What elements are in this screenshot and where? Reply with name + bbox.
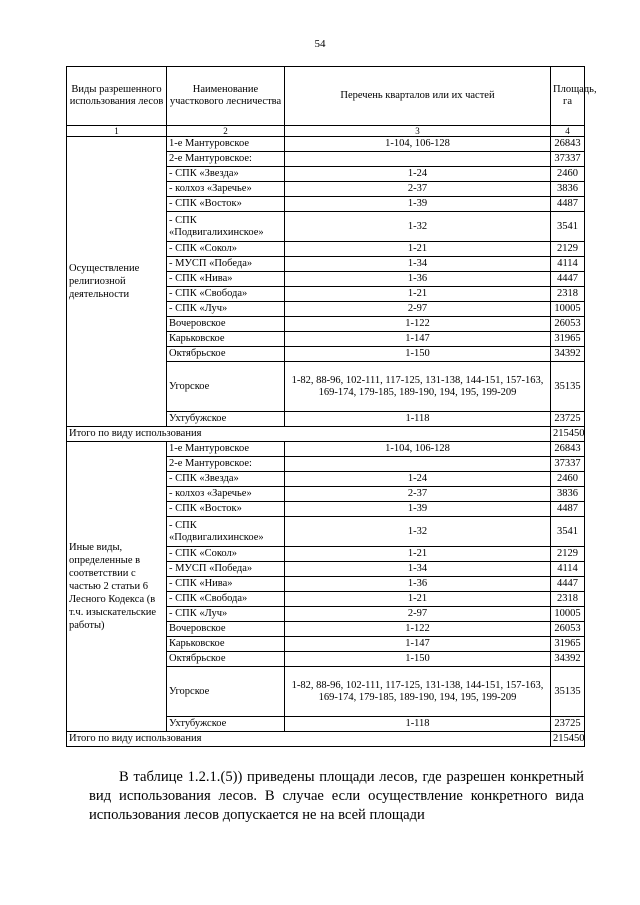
- forestry-cell: Угорское: [167, 362, 285, 412]
- quarters-cell: 1-122: [285, 317, 551, 332]
- forestry-cell: - СПК «Восток»: [167, 197, 285, 212]
- forestry-cell: Карьковское: [167, 332, 285, 347]
- forestry-cell: - СПК «Свобода»: [167, 287, 285, 302]
- table-body: [67, 137, 585, 747]
- forestry-cell: - СПК «Свобода»: [167, 592, 285, 607]
- total-label: Итого по виду использования: [67, 732, 551, 747]
- forestry-cell: - СПК «Нива»: [167, 272, 285, 287]
- quarters-cell: [285, 152, 551, 167]
- area-cell: 3541: [551, 212, 585, 242]
- quarters-cell: 1-147: [285, 332, 551, 347]
- table-row: [67, 137, 585, 152]
- quarters-cell: 1-21: [285, 592, 551, 607]
- area-cell: 26843: [551, 137, 585, 152]
- quarters-cell: 1-21: [285, 242, 551, 257]
- quarters-cell: 1-150: [285, 347, 551, 362]
- forestry-cell: - колхоз «Заречье»: [167, 487, 285, 502]
- quarters-cell: 1-150: [285, 652, 551, 667]
- area-cell: 4447: [551, 577, 585, 592]
- forestry-cell: Ухтубужское: [167, 412, 285, 427]
- header-quarters: Перечень кварталов или их частей: [285, 67, 551, 126]
- quarters-cell: 2-97: [285, 302, 551, 317]
- quarters-cell: 1-21: [285, 547, 551, 562]
- quarters-cell: 1-82, 88-96, 102-111, 117-125, 131-138, 144-151, 157-163, 169-174, 179-185, 189-190, 194, 195, 199-209: [285, 667, 551, 717]
- quarters-cell: 1-118: [285, 412, 551, 427]
- total-value: 215450: [551, 427, 585, 442]
- forestry-cell: Ухтубужское: [167, 717, 285, 732]
- area-cell: 26053: [551, 622, 585, 637]
- quarters-cell: 1-104, 106-128: [285, 442, 551, 457]
- area-cell: 3836: [551, 182, 585, 197]
- forestry-cell: 1-е Мантуровское: [167, 442, 285, 457]
- forestry-cell: - МУСП «Победа»: [167, 562, 285, 577]
- use-type-cell: Осуществление религиозной деятельности: [67, 137, 167, 427]
- header-forestry: Наименование участкового лесничества: [167, 67, 285, 126]
- quarters-cell: 1-147: [285, 637, 551, 652]
- area-cell: 37337: [551, 457, 585, 472]
- forestry-cell: Октябрьское: [167, 347, 285, 362]
- area-cell: 23725: [551, 412, 585, 427]
- forestry-cell: - СПК «Подвигалихинское»: [167, 517, 285, 547]
- area-cell: 3836: [551, 487, 585, 502]
- quarters-cell: 1-82, 88-96, 102-111, 117-125, 131-138, 144-151, 157-163, 169-174, 179-185, 189-190, 194, 195, 199-209: [285, 362, 551, 412]
- forestry-cell: - СПК «Подвигалихинское»: [167, 212, 285, 242]
- column-number: 4: [551, 126, 585, 137]
- quarters-cell: 1-24: [285, 167, 551, 182]
- area-cell: 2129: [551, 547, 585, 562]
- forestry-cell: 2-е Мантуровское:: [167, 457, 285, 472]
- forestry-cell: Вочеровское: [167, 622, 285, 637]
- page-number: 54: [314, 38, 326, 50]
- forestry-cell: - СПК «Луч»: [167, 607, 285, 622]
- table-row: [67, 442, 585, 457]
- area-cell: 2460: [551, 472, 585, 487]
- use-type-cell: Иные виды, определенные в соответствии с частью 2 статьи 6 Лесного Кодекса (в т.ч. изыскательские работы): [67, 442, 167, 732]
- quarters-cell: 1-36: [285, 272, 551, 287]
- forestry-cell: 1-е Мантуровское: [167, 137, 285, 152]
- quarters-cell: 1-39: [285, 502, 551, 517]
- area-cell: 35135: [551, 667, 585, 717]
- column-number: 2: [167, 126, 285, 137]
- quarters-cell: 1-104, 106-128: [285, 137, 551, 152]
- area-cell: 4487: [551, 502, 585, 517]
- quarters-cell: 1-24: [285, 472, 551, 487]
- area-cell: 4487: [551, 197, 585, 212]
- forestry-cell: - колхоз «Заречье»: [167, 182, 285, 197]
- quarters-cell: 1-32: [285, 212, 551, 242]
- area-cell: 26053: [551, 317, 585, 332]
- area-cell: 10005: [551, 302, 585, 317]
- total-value: 215450: [551, 732, 585, 747]
- forestry-cell: - СПК «Сокол»: [167, 547, 285, 562]
- quarters-cell: 1-39: [285, 197, 551, 212]
- quarters-cell: 1-34: [285, 562, 551, 577]
- area-cell: 2129: [551, 242, 585, 257]
- area-cell: 2318: [551, 287, 585, 302]
- area-cell: 23725: [551, 717, 585, 732]
- body-paragraph: [89, 768, 584, 825]
- total-label: Итого по виду использования: [67, 427, 551, 442]
- area-cell: 37337: [551, 152, 585, 167]
- area-cell: 34392: [551, 347, 585, 362]
- quarters-cell: 1-118: [285, 717, 551, 732]
- area-cell: 4447: [551, 272, 585, 287]
- quarters-cell: 2-97: [285, 607, 551, 622]
- forestry-cell: - СПК «Восток»: [167, 502, 285, 517]
- forestry-cell: Карьковское: [167, 637, 285, 652]
- total-row: [67, 427, 585, 442]
- header-area: Площадь, га: [551, 67, 585, 126]
- table-header-row: [67, 67, 585, 126]
- forestry-cell: Октябрьское: [167, 652, 285, 667]
- forestry-cell: - СПК «Луч»: [167, 302, 285, 317]
- quarters-cell: 1-32: [285, 517, 551, 547]
- area-cell: 26843: [551, 442, 585, 457]
- forestry-cell: - МУСП «Победа»: [167, 257, 285, 272]
- forestry-cell: Угорское: [167, 667, 285, 717]
- forestry-cell: - СПК «Звезда»: [167, 167, 285, 182]
- forestry-cell: 2-е Мантуровское:: [167, 152, 285, 167]
- quarters-cell: 2-37: [285, 487, 551, 502]
- paragraph-text: В таблице 1.2.1.(5)) приведены площади лесов, где разрешен конкретный вид использования лесов. В случае если осуществление конкретного вида использования лесов допускается не на всей площади: [89, 769, 584, 823]
- quarters-cell: 1-34: [285, 257, 551, 272]
- column-number: 1: [67, 126, 167, 137]
- area-cell: 2318: [551, 592, 585, 607]
- area-cell: 4114: [551, 257, 585, 272]
- quarters-cell: 2-37: [285, 182, 551, 197]
- quarters-cell: 1-21: [285, 287, 551, 302]
- area-cell: 4114: [551, 562, 585, 577]
- header-use-type: Виды разрешенного использования лесов: [67, 67, 167, 126]
- quarters-cell: 1-122: [285, 622, 551, 637]
- area-cell: 35135: [551, 362, 585, 412]
- forest-use-table: [66, 66, 597, 747]
- area-cell: 31965: [551, 637, 585, 652]
- forestry-cell: - СПК «Нива»: [167, 577, 285, 592]
- quarters-cell: [285, 457, 551, 472]
- forestry-cell: - СПК «Звезда»: [167, 472, 285, 487]
- column-number: 3: [285, 126, 551, 137]
- total-row: [67, 732, 585, 747]
- area-cell: 31965: [551, 332, 585, 347]
- forestry-cell: - СПК «Сокол»: [167, 242, 285, 257]
- area-cell: 2460: [551, 167, 585, 182]
- area-cell: 10005: [551, 607, 585, 622]
- area-cell: 34392: [551, 652, 585, 667]
- forestry-cell: Вочеровское: [167, 317, 285, 332]
- area-cell: 3541: [551, 517, 585, 547]
- column-number-row: [67, 126, 585, 137]
- quarters-cell: 1-36: [285, 577, 551, 592]
